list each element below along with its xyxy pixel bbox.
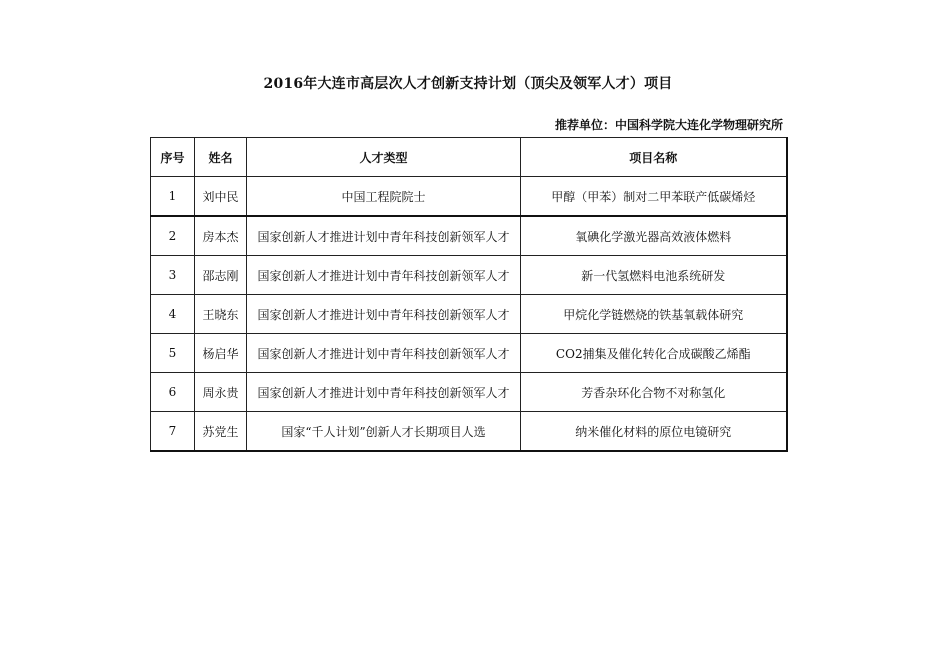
table-header-row <box>151 138 787 177</box>
cell-talent-type: 国家创新人才推进计划中青年科技创新领军人才 <box>247 295 521 334</box>
table-row <box>151 373 787 412</box>
table-row <box>151 295 787 334</box>
cell-project-name: 氧碘化学激光器高效液体燃料 <box>521 216 787 256</box>
cell-index: 3 <box>151 256 195 295</box>
table-row <box>151 216 787 256</box>
table-row <box>151 256 787 295</box>
cell-name: 刘中民 <box>195 177 247 217</box>
header-index: 序号 <box>151 138 195 177</box>
cell-name: 周永贵 <box>195 373 247 412</box>
recommending-unit: 推荐单位：中国科学院大连化学物理研究所 <box>554 118 783 132</box>
cell-name: 杨启华 <box>195 334 247 373</box>
cell-index: 4 <box>151 295 195 334</box>
document-title: 2016年大连市高层次人才创新支持计划（顶尖及领军人才）项目 <box>263 76 673 92</box>
cell-talent-type: 国家“千人计划”创新人才长期项目人选 <box>247 412 521 452</box>
cell-project-name: 新一代氢燃料电池系统研发 <box>521 256 787 295</box>
cell-project-name: 甲烷化学链燃烧的铁基氧载体研究 <box>521 295 787 334</box>
cell-talent-type: 国家创新人才推进计划中青年科技创新领军人才 <box>247 216 521 256</box>
cell-project-name: 甲醇（甲苯）制对二甲苯联产低碳烯烃 <box>521 177 787 217</box>
cell-talent-type: 国家创新人才推进计划中青年科技创新领军人才 <box>247 256 521 295</box>
table-row <box>151 334 787 373</box>
header-name: 姓名 <box>195 138 247 177</box>
table-row <box>151 177 787 217</box>
cell-name: 邵志刚 <box>195 256 247 295</box>
cell-talent-type: 中国工程院院士 <box>247 177 521 217</box>
cell-project-name: 纳米催化材料的原位电镜研究 <box>521 412 787 452</box>
header-talent-type: 人才类型 <box>247 138 521 177</box>
table-row <box>151 412 787 452</box>
cell-project-name: CO2捕集及催化转化合成碳酸乙烯酯 <box>521 334 787 373</box>
header-project-name: 项目名称 <box>521 138 787 177</box>
cell-name: 房本杰 <box>195 216 247 256</box>
cell-index: 5 <box>151 334 195 373</box>
cell-index: 1 <box>151 177 195 217</box>
cell-talent-type: 国家创新人才推进计划中青年科技创新领军人才 <box>247 373 521 412</box>
cell-name: 王晓东 <box>195 295 247 334</box>
cell-project-name: 芳香杂环化合物不对称氢化 <box>521 373 787 412</box>
cell-index: 7 <box>151 412 195 452</box>
cell-talent-type: 国家创新人才推进计划中青年科技创新领军人才 <box>247 334 521 373</box>
cell-name: 苏党生 <box>195 412 247 452</box>
cell-index: 2 <box>151 216 195 256</box>
cell-index: 6 <box>151 373 195 412</box>
talent-table <box>150 137 788 452</box>
